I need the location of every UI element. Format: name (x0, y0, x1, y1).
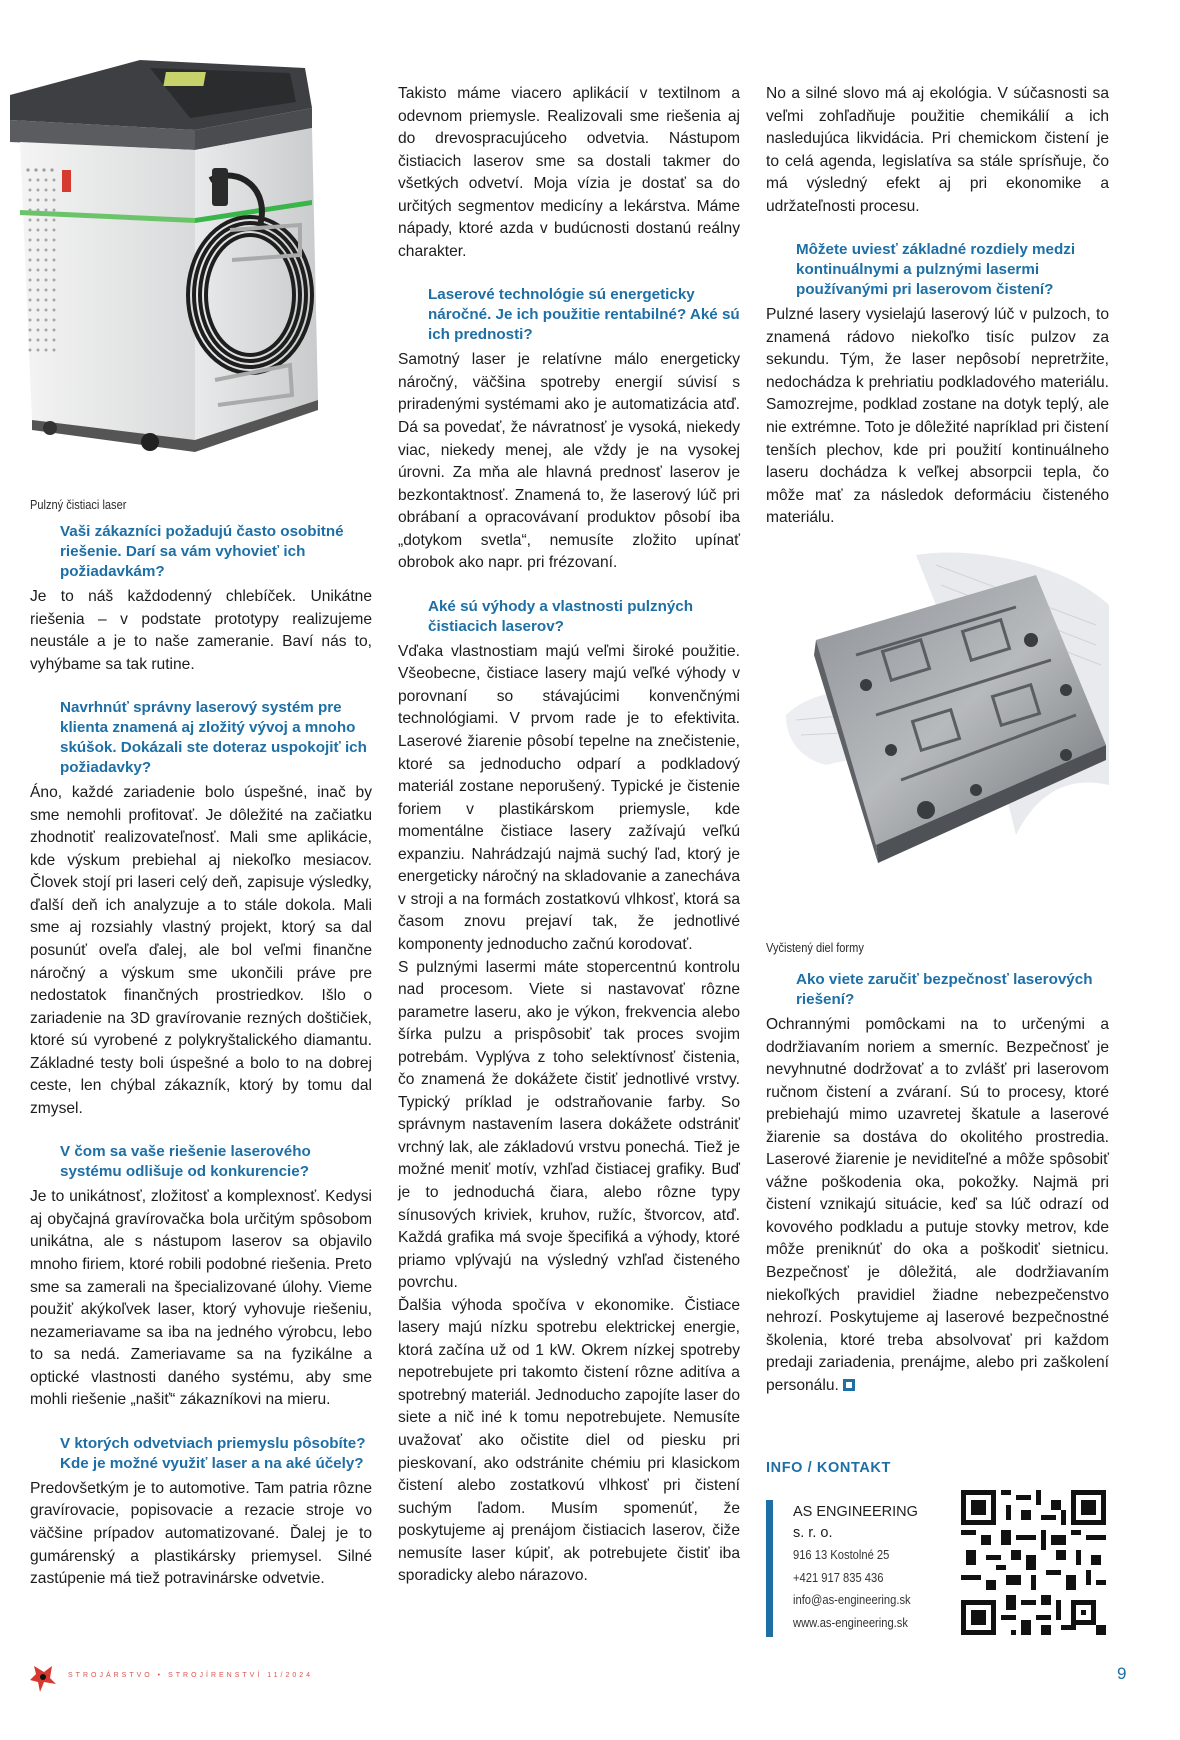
question-heading: Navrhnúť správny laserový systém pre klienta znamená aj zložitý vývoj a mnoho skúšok. Dokázali ste doteraz uspokojiť ich požiadavky? (60, 699, 367, 777)
question-heading: V ktorých odvetviach priemyslu pôsobíte? Kde je možné využiť laser a na aké účely? (60, 1434, 366, 1472)
answer-paragraph: Je to unikátnosť, zložitosť a komplexnosť. Kedysi aj obyčajná gravírovačka bola určitým spôsobom unikátna, ale s nástupom laserov sa objavilo mnoho firiem, ktoré robili podobné riešenia. Preto sme sa zamerali na špecializované úlohy. Vieme použiť akýkoľvek laser, ktorý vyhovuje riešeniu, nezameriavame sa iba na jedného výrobcu, lebo to sa nedá. Zameriavame sa na fyzikálne a optické vlastnosti daného systému, aby sme mohli riešenie „našiť“ zákazníkovi na mieru. (30, 1188, 372, 1409)
qr-code-icon[interactable] (961, 1490, 1106, 1635)
question-heading: Aké sú výhody a vlastnosti pulzných čistiacich laserov? (428, 597, 694, 635)
column-3 (766, 83, 1109, 530)
answer-paragraph: Je to náš každodenný chlebíček. Unikátne riešenia – v podstate prototypy realizujeme neustále a je to naše zameranie. Baví nás to, vyhýbame sa tak rutine. (30, 588, 372, 673)
answer-paragraph: Ďalšia výhoda spočíva v ekonomike. Čistiace lasery majú nízku spotrebu elektrickej energie, ktorá začína už od 1 kW. Okrem nízkej spotreby nepotrebujete pri takomto čistení rôzne aditíva a spotrebný materiál. Jednoducho zapojíte laser do siete a nič iné k tomu nepotrebujete. Nemusíte uvažovať ako očistite diel od piesku pri pieskovaní, ako odstránite chémiu pri klasickom čistení alebo zostatkovú vlhkosť pri čistení suchým ľadom. Musím spomenúť, že poskytujeme aj prenájom čistiacich laserov, čiže nemusíte laser kúpiť, ak potrebujete čistiť iba sporadicky alebo nárazovo. (398, 1296, 740, 1585)
question-heading: Laserové technológie sú energeticky náročné. Je ich použitie rentabilné? Aké sú ich prednosti? (428, 286, 740, 344)
article-end-icon (843, 1379, 855, 1391)
answer-text: Ochrannými pomôckami na to určenými a dodržiavaním noriem a smerníc. Bezpečnosť je nevyhnutné dodržovať a to zvlášť pri laserovom ručnom čistení a zváraní. Sú to procesy, ktoré prebiehajú mimo uzavretej škatule a laserové žiarenie sa dostáva do okolitého prostredia. Laserové žiarenie je neviditeľné a môže spôsobiť vážne poškodenia oka, pokožky. Najmä pri čistení vznikajú situácie, keď sa lúč odrazí od kovového podkladu a putuje stovky metrov, kde môže preniknúť do oka a poškodiť sietnicu. Bezpečnosť je dôležitá, ale dodržiavaním niekoľkých pravidiel žiadne nebezpečenstvo nehrozí. Poskytujeme aj laserové bezpečnostné školenia, ktoré treba absolvovať pri každom predaji zariadenia, prenájme, alebo pri zaškolení personálu. (766, 1016, 1109, 1394)
answer-paragraph: No a silné slovo má aj ekológia. V súčasnosti sa veľmi zohľadňuje použitie chemikálií a ich nasledujúca likvidácia. Pri chemickom čistení je to celá agenda, legislatíva sa stále sprísňuje, čo má výsledný efekt aj pri ekonomike a udržateľnosti procesu. (766, 85, 1109, 215)
company-email[interactable]: info@as-engineering.sk (793, 1592, 911, 1607)
answer-paragraph: Pulzné lasery vysielajú laserový lúč v pulzoch, to znamená rádovo niekoľko tisíc pulzov za sekundu. Tým, že laser nepôsobí nepretržite, nedochádza k prehriatiu podkladového materiálu. Samozrejme, podklad zostane na dotyk teplý, ale nie extrémne. Toto je dôležité napríklad pri čistení tenších plechov, kde pri použití kontinuálneho laseru dochádza k veľkej absorpcii tepla, čo môže mať za následok deformáciu čisteného materiálu. (766, 306, 1109, 527)
mold-photo-caption: Vyčistený diel formy (766, 940, 864, 955)
answer-paragraph: Samotný laser je relatívne málo energeticky náročný, väčšina spotreby energií súvisí s priradenými systémami ako je automatizácia atď. Dá sa povedať, že návratnosť je vysoká, niekedy viac, niekedy menej, ale vždy je na vysokej úrovni. Za mňa ale hlavná prednosť laserov je bezkontaktnosť. Znamená to, že laserový lúč pri obrábaní a opracovávaní produktov pôsobí iba „dotykom svetla“, nemusíte zložito upínať obrobok ako napr. pri frézovaní. (398, 351, 740, 572)
question-heading: Ako viete zaručiť bezpečnosť laserových riešení? (796, 971, 1093, 1008)
answer-paragraph: Takisto máme viacero aplikácií v textilnom a odevnom priemysle. Realizovali sme riešenia aj do drevospracujúceho odvetvia. Nástupom čistiacich laserov sme sa dostali takmer do všetkých odvetví. Moja vízia je dostať sa do určitých segmentov medicíny a lekárstva. Máme nápady, ktoré azda v budúcnosti dostanú reálny charakter. (398, 85, 740, 260)
magazine-title: STROJÁRSTVO • STROJÍRENSTVÍ 11/2024 (68, 1672, 314, 1679)
info-contact-heading: INFO / KONTAKT (766, 1460, 891, 1476)
company-legal-form: s. r. o. (793, 1525, 833, 1541)
magazine-logo-icon (30, 1664, 56, 1694)
contact-box (766, 1500, 956, 1637)
machine-photo-caption: Pulzný čistiaci laser (30, 497, 127, 512)
answer-paragraph (766, 1014, 1109, 1397)
answer-paragraph: Áno, každé zariadenie bolo úspešné, inač by sme nemohli profitovať. Je dôležité na začiatku zhodnotiť realizovateľnosť. Mali sme aplikácie, kde výskum prebiehal aj niekoľko mesiacov. Človek stojí pri laseri celý deň, zapisuje výsledky, ďalší deň ich analyzuje a to stále dokola. Mali sme aj rozsiahly vlastný projekt, ktorý sa dal posunúť oveľa ďalej, ale bol veľmi finančne náročný a výskum sme ukončili práve pre nedostatok finančných prostriedkov. Išlo o zariadenie na 3D gravírovanie rezných doštičiek, ktoré sú vyrobené z polykryštalického diamantu. Základné testy boli úspešné a bolo to na dobrej ceste, len chýbal zákazník, ktorý by tomu dal zmysel. (30, 784, 372, 1117)
question-heading: Vaši zákazníci požadujú často osobitné riešenie. Darí sa vám vyhovieť ich požiadavkám? (60, 523, 344, 580)
page-number: 9 (1117, 1664, 1127, 1683)
mold-part-photo (766, 545, 1109, 900)
column-2 (398, 83, 740, 1588)
column-1 (30, 522, 372, 1591)
column-3-lower (766, 970, 1109, 1397)
question-heading: V čom sa vaše riešenie laserového systému odlišuje od konkurencie? (60, 1143, 311, 1181)
question-heading: Môžete uviesť základné rozdiely medzi kontinuálnymi a pulznými lasermi používanými pri laserovom čistení? (796, 241, 1076, 299)
answer-paragraph: S pulznými lasermi máte stopercentnú kontrolu nad procesom. Viete si nastavovať rôzne parametre laseru, ako je výkon, frekvencia alebo šírka pulzu a prispôsobiť tak proces svojim potrebám. Vyplýva z toho selektívnosť čistenia, čo znamená že dokážete čistiť jednotlivé vrstvy. Typický príklad je odstraňovanie farby. So správnym nastavením lasera dokážete odstrániť vrchný lak, ale základovú vrstvu ponechá. Tiež je možné meniť motív, vzhľad čistiacej grafiky. Buď je to jednoduchá čiara, alebo rôzne typy sínusových kriviek, kruhov, ružíc, štvorcov, atď. Každá grafika má svoje špecifiká a výhody, ktoré priamo vplývajú na výsledný vzhľad čisteného povrchu. (398, 958, 740, 1292)
company-website[interactable]: www.as-engineering.sk (793, 1614, 908, 1630)
answer-paragraph: Predovšetkým je to automotive. Tam patria rôzne gravírovacie, popisovacie a rezacie stroje vo väčšine prípadov automatizované. Ďalej je to gumárenský a plastikársky priemysel. Silné zastúpenie má tiež potravinárske odvetvie. (30, 1479, 372, 1588)
laser-machine-photo (0, 60, 372, 465)
answer-paragraph: Vďaka vlastnostiam majú veľmi široké použitie. Všeobecne, čistiace lasery majú veľké výhody v porovnaní so stávajúcimi konvenčnými technológiami. V prvom rade je to efektivita. Laserové žiarenie pôsobí tepelne na znečistenie, ktoré sa jednoducho odparí a podkladový materiál zostane neporušený. Typické je čistenie foriem v plastikárskom priemysle, kde momentálne čistiace lasery zažívajú veľkú expanziu. Nahrádzajú najmä suchý ľad, ktorý je energeticky náročný na skladovanie a zanecháva v stroji a na formách zostatkovú vlhkosť, ktorá sa časom znovu prejaví tak, že jednotlivé komponenty jednoducho začnú korodovať. (398, 642, 740, 953)
company-address: 916 13 Kostolné 25 (793, 1547, 890, 1562)
company-name: AS ENGINEERING (793, 1504, 918, 1520)
company-phone[interactable]: +421 917 835 436 (793, 1569, 884, 1585)
